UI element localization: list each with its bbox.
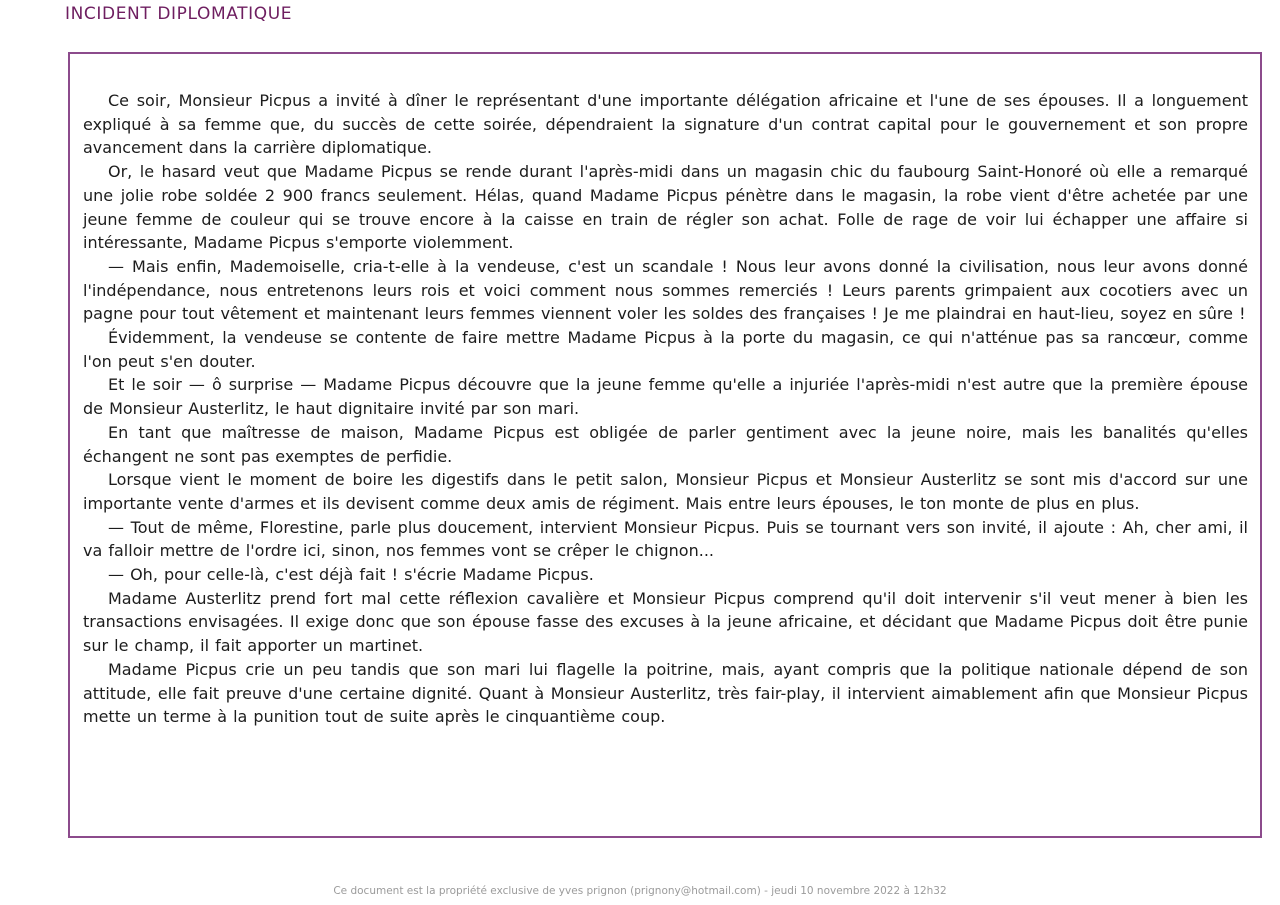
- paragraph: Or, le hasard veut que Madame Picpus se rende durant l'après-midi dans un magasin chic du faubourg Saint-Honoré où elle a remarqué une jolie robe soldée 2 900 francs seulement. Hélas, quand Madame Picpus pénètre dans le magasin, la robe vient d'être achetée par une jeune femme de couleur qui se trouve encore à la caisse en train de régler son achat. Folle de rage de voir lui échapper une affaire si intéressante, Madame Picpus s'emporte violemment.: [83, 162, 1248, 253]
- paragraph: — Mais enfin, Mademoiselle, cria-t-elle à la vendeuse, c'est un scandale ! Nous leur avons donné la civilisation, nous leur avons donné l'indépendance, nous entretenons leurs rois et voici comment nous sommes remerciés ! Leurs parents grimpaient aux cocotiers avec un pagne pour tout vêtement et maintenant leurs femmes viennent voler les soldes des françaises ! Je me plaindrai en haut-lieu, soyez en sûre !: [83, 256, 1248, 324]
- page-title: INCIDENT DIPLOMATIQUE: [65, 4, 293, 24]
- paragraph: Madame Austerlitz prend fort mal cette réflexion cavalière et Monsieur Picpus comprend qu'il doit intervenir s'il veut mener à bien les transactions envisagées. Il exige donc que son épouse fasse des excuses à la jeune africaine, et décidant que Madame Picpus doit être punie sur le champ, il fait apporter un martinet.: [83, 588, 1248, 656]
- paragraph: Évidemment, la vendeuse se contente de faire mettre Madame Picpus à la porte du magasin, ce qui n'atténue pas sa rancœur, comme l'on peut s'en douter.: [83, 328, 1248, 371]
- paragraph: En tant que maîtresse de maison, Madame Picpus est obligée de parler gentiment avec la jeune noire, mais les banalités qu'elles échangent ne sont pas exemptes de perfidie.: [83, 422, 1248, 466]
- paragraph: Lorsque vient le moment de boire les digestifs dans le petit salon, Monsieur Picpus et Monsieur Austerlitz se sont mis d'accord sur une importante vente d'armes et ils devisent comme deux amis de régiment. Mais entre leurs épouses, le ton monte de plus en plus.: [83, 470, 1248, 513]
- paragraph: Madame Picpus crie un peu tandis que son mari lui flagelle la poitrine, mais, ayant compris que la politique nationale dépend de son attitude, elle fait preuve d'une certaine dignité. Quant à Monsieur Austerlitz, très fair-play, il intervient aimablement afin que Monsieur Picpus mette un terme à la punition tout de suite après le cinquantième coup.: [83, 659, 1248, 727]
- paragraph: Et le soir — ô surprise — Madame Picpus découvre que la jeune femme qu'elle a injuriée l'après-midi n'est autre que la première épouse de Monsieur Austerlitz, le haut dignitaire invité par son mari.: [83, 375, 1248, 419]
- footer-ownership-text: Ce document est la propriété exclusive de yves prignon (prignony@hotmail.com) - jeudi 10 novembre 2022 à 12h32: [333, 885, 947, 897]
- story-text-box: [68, 52, 1262, 838]
- paragraph: Ce soir, Monsieur Picpus a invité à dîner le représentant d'une importante délégation africaine et l'une de ses épouses. Il a longuement expliqué à sa femme que, du succès de cette soirée, dépendraient la signature d'un contrat capital pour le gouvernement et son propre avancement dans la carrière diplomatique.: [83, 91, 1248, 158]
- paragraph: — Oh, pour celle-là, c'est déjà fait ! s'écrie Madame Picpus.: [108, 565, 594, 585]
- paragraph: — Tout de même, Florestine, parle plus doucement, intervient Monsieur Picpus. Puis se tournant vers son invité, il ajoute : Ah, cher ami, il va falloir mettre de l'ordre ici, sinon, nos femmes vont se crêper le chignon...: [83, 517, 1248, 561]
